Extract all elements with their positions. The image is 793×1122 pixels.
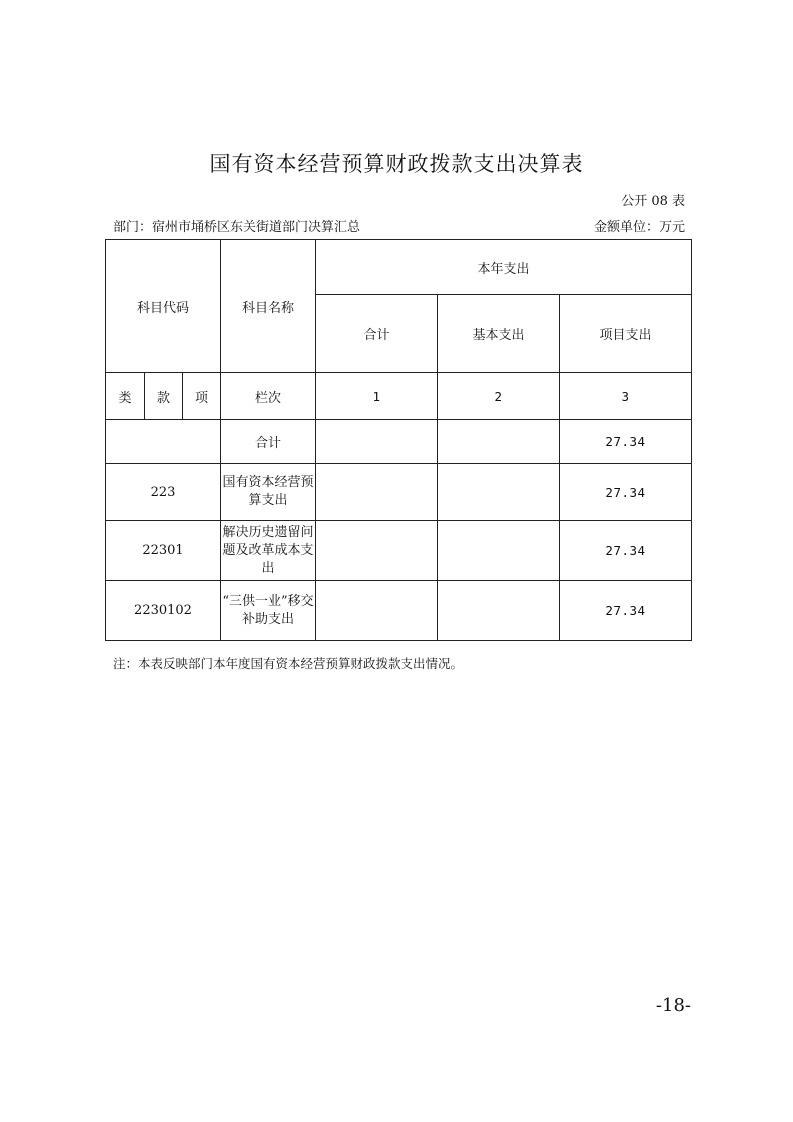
header-column-no: 栏次 — [221, 373, 316, 420]
page-number: -18- — [655, 995, 691, 1016]
row-code: 22301 — [106, 521, 221, 581]
row-basic — [438, 581, 560, 641]
row-name: 解决历史遗留问题及改革成本支出 — [221, 521, 316, 581]
row-total — [316, 521, 438, 581]
page-title: 国有资本经营预算财政拨款支出决算表 — [209, 152, 584, 176]
row-project: 27.34 — [560, 464, 692, 521]
row-project: 27.34 — [560, 581, 692, 641]
row-total — [316, 464, 438, 521]
header-current-year: 本年支出 — [316, 240, 692, 295]
department-label: 部门：宿州市埇桥区东关街道部门决算汇总 — [113, 220, 361, 235]
table-note: 注：本表反映部门本年度国有资本经营预算财政拨款支出情况。 — [113, 656, 464, 671]
row-total — [316, 581, 438, 641]
expenditure-table — [105, 239, 692, 641]
header-class: 类 — [106, 373, 145, 420]
row-basic — [438, 521, 560, 581]
header-subject-code: 科目代码 — [106, 240, 221, 373]
row-code: 2230102 — [106, 581, 221, 641]
table-row — [106, 464, 692, 521]
header-basic: 基本支出 — [438, 295, 560, 373]
table-code: 公开 08 表 — [621, 194, 685, 209]
header-project: 项目支出 — [560, 295, 692, 373]
total-row-basic — [438, 420, 560, 464]
header-col3: 3 — [560, 373, 692, 420]
total-row — [106, 420, 692, 464]
header-col2: 2 — [438, 373, 560, 420]
header-item: 项 — [183, 373, 221, 420]
total-label: 合计 — [221, 420, 316, 464]
header-col1: 1 — [316, 373, 438, 420]
header-subject-name: 科目名称 — [221, 240, 316, 373]
total-row-total — [316, 420, 438, 464]
total-row-project: 27.34 — [560, 420, 692, 464]
row-name: “三供一业”移交补助支出 — [221, 581, 316, 641]
row-project: 27.34 — [560, 521, 692, 581]
row-name: 国有资本经营预算支出 — [221, 464, 316, 521]
table-row — [106, 581, 692, 641]
table-row — [106, 521, 692, 581]
unit-label: 金额单位：万元 — [593, 220, 685, 235]
header-total: 合计 — [316, 295, 438, 373]
header-section: 款 — [145, 373, 183, 420]
row-code: 223 — [106, 464, 221, 521]
row-basic — [438, 464, 560, 521]
